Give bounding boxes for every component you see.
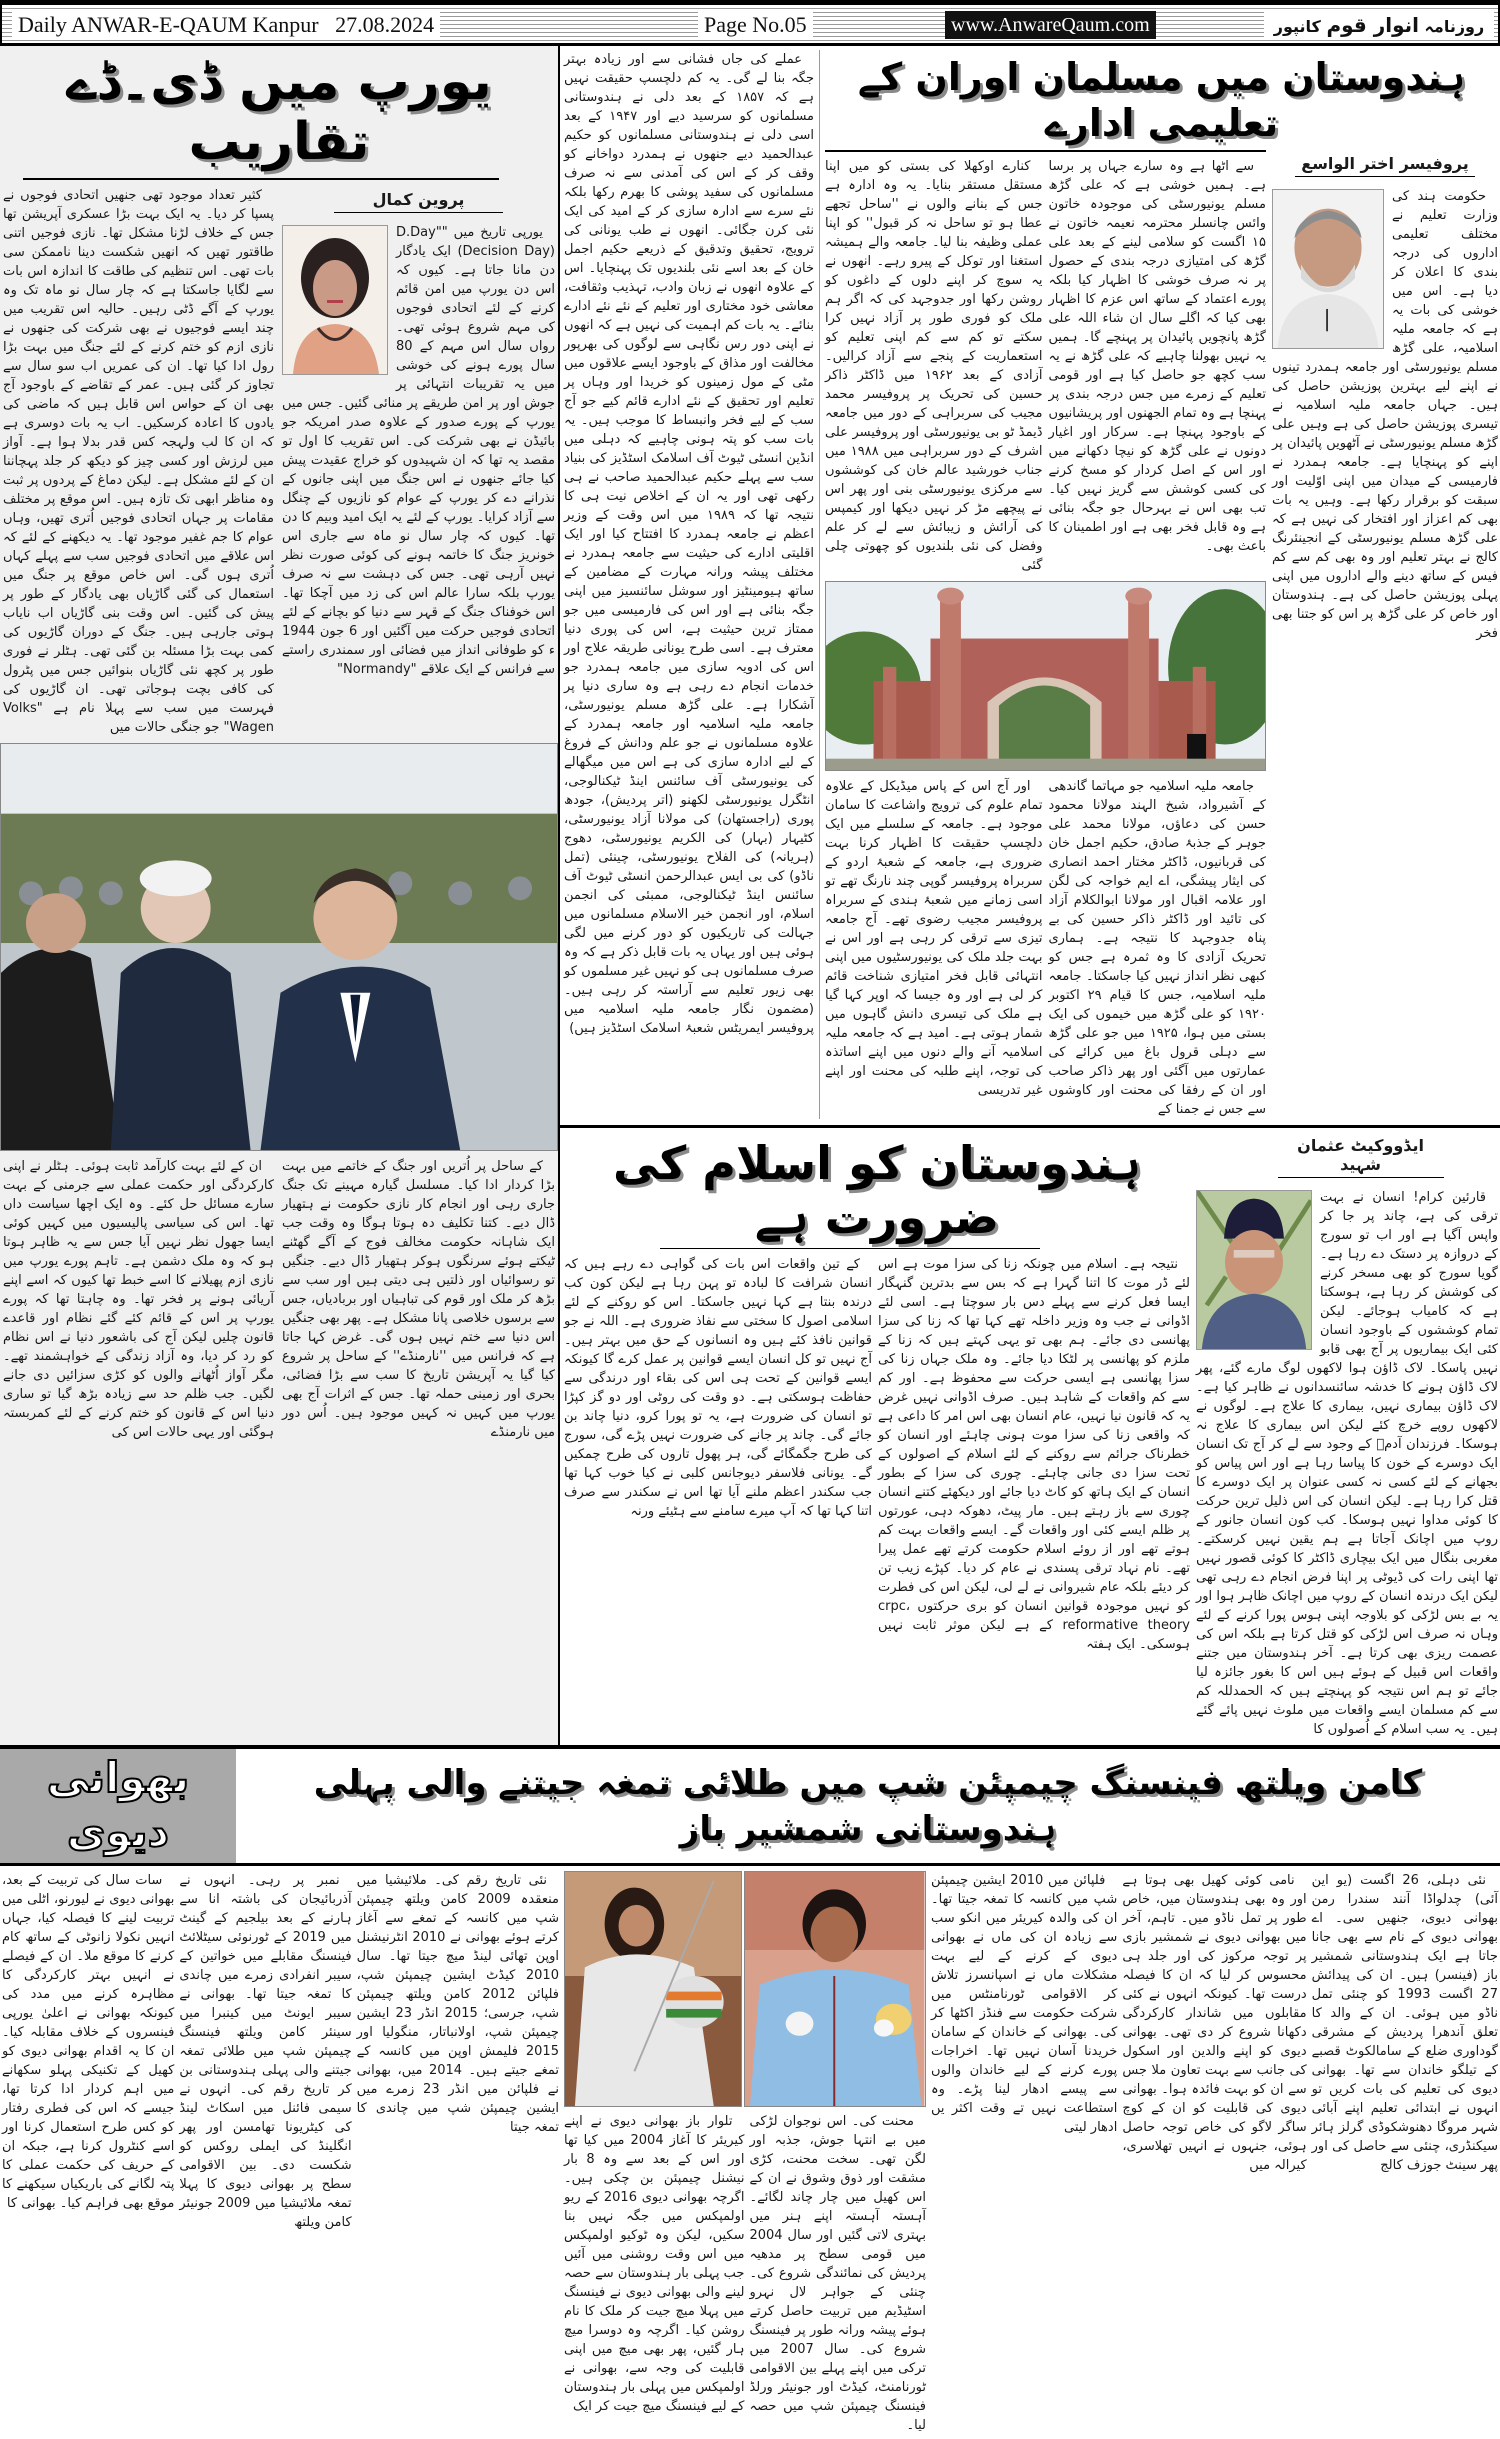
- side-label-line2: دیوی: [66, 1806, 170, 1856]
- islam-col-right: [1196, 1132, 1498, 1739]
- bhavani-text-5: تلوار باز بھوانی دیوی نے اپنے کیریئر کا آغاز 2004 میں کیا تھا اور اس کے بعد سے وہ 8 بار نیشنل چیمپئن بن چکی ہیں۔ اگرچہ بھوانی دیوی 2016 کے ریو اولمپکس میں جگہ نہیں بنا سکیں، لیکن وہ ٹوکیو اولمپکس میں اس وقت روشنی میں آئیں جب پہلی بار ہندوستان سے حصہ لینے والی بھوانی دیوی نے فینسنگ میں پہلا میچ جیت کر ملک کا نام روشن کیا۔ اگرچہ وہ دوسرا میچ ہار گئیں، پھر بھی میچ میں اپنی قابلیت کی وجہ سے، بھوانی نے اولمپکس میں پہلی بار ہندوستان کے لیے فینسنگ میچ جیت کر ایک: [563, 2113, 745, 2414]
- paper-name-en: [12, 11, 440, 39]
- islam-text-mid: نتیجہ ہے۔ اسلام میں چونکہ زنا کی سزا موت ہے اس لئے ڈر موت کا اتنا گہرا ہے کہ بس سے بدترین گنہگار ایسا فعل کرنے سے پہلے دس بار سوچتا ہے۔ اسی لئے اڈوانی نے جب وہ وزیر داخلہ تھے کہا تھا کہ زنا کی سزا پھانسی دی جائے۔ ہم بھی تو یہی کہتے ہیں کہ زنا کے ملزم کو پھانسی پر لٹکا دیا جائے۔ وہ ملک جہاں زنا کی سزا پھانسی ہے ایسی حرکت سے محفوظ ہے۔ اور کم سے کم واقعات کے شاہد ہیں۔ صرف اڈوانی نہیں غرض یہ کہ قانون نیا نہیں، عام انسان بھی اس امر کا داعی ہے کہ واقعی زنا کی سزا موت ہونی چاہئے اور انسان کو خطرناک جرائم سے روکنے کے لئے اسلام کے اصولوں کے تحت سزا دی جانی چاہئے۔ چوری کی سزا کے بطور انسان کے ایک ہاتھ کو کاٹ دیا جائے اور دیکھئے کتنے انسان چوری سے باز رہتے ہیں۔ مار پیٹ، دھوکہ دہی، عورتوں پر ظلم ایسے کئی اور واقعات گے۔ ایسے واقعات بہت کم ہوتے تھے اور از روئے اسلام حکومت کرتے تھے عمل پیرا تھے۔ نام نہاد ترقی پسندی نے عام کر دیا۔ کپڑے زیب تن کر دیئے بلکہ عام شیروانی نے لے لی، لیکن اس کی فطرت کو نہیں موجودہ قوانین انسان کو بری حرکتوں crpc، reformative theory کے ہے لیکن موثر ثابت نہیں ہوسکی۔ ایک ہفتہ: [878, 1257, 1190, 1652]
- bhavani-text-3: فلپائن میں 2010 ایشین چیمپئن شپ میں کانسہ کا تمغہ جیتا تھا۔ ان کی والدہ کیریئر میں انکو سب سے زیادہ ان کی ماں نے بھوانی دیوی کے کرنے کے لیے بہت مشکلات ماں نے اسپانسرز تلاش کر الاقوامی ٹورنامنٹس میں شرکت حکومت سے فنڈز اکٹھا کر کی۔ بھوانی کے خاندان کے سامان خریدنا آسان نہیں تھا۔ اخراجات پورے کرنے کے لیے خاندان والوں سے پیسے ادھار لینا پڑے۔ وہ استطاعت نہیں تے وقت اکثر یں ادھار لیتی: [930, 1872, 1118, 2135]
- issue-date: 27.08.2024: [335, 12, 435, 37]
- author-photo-parveen-kamal: [282, 225, 388, 375]
- institutions-article: [560, 46, 1500, 1125]
- paper-title-urdu: انوار قوم: [1326, 13, 1419, 37]
- institutions-headline: [825, 50, 1498, 150]
- dday-headline: [3, 46, 555, 178]
- institutions-text-3: کنارے اوکھلا کی بستی کو میں اپنا مستقل مستقر بنایا۔ یہ وہ ادارہ ہے جس کے بنانے والوں نے ''ساحل تجھے عطا ہو تو ساحل نہ کر قبول'' کو اپنا عملی وظیفہ بنا لیا۔ جامعہ والے ہمیشہ استغنا اور توکل کے پیرو رہے۔ انھوں نے یہ سوچ کر اپنے دلوں کے داغوں کو روشن رکھا اور جدوجہد کی کہ اگر ہم ملک کو فوری طور پر آزاد نہیں کرا سکتے تو کم سے کم اپنی تعلیم کو استعماریت کے پنجے سے آزاد کرالیں۔ آزادی کے بعد ۱۹۶۲ میں ڈاکٹر ذاکر حسین کی تحریک پر پروفیسر محمد مجیب کی سربراہی کے دور میں جامعہ ڈیمڈ ٹو بی یونیورسٹی اور پروفیسر علی اشرف کے دور سربراہی میں ۱۹۸۸ میں جناب خورشید عالم خان کی کوششوں سے مرکزی یونیورسٹی بنی اور پھر اس نے پیچھے مڑ کر نہیں دیکھا اور کیمپس کی آرائش و زیبائش سے لے کر علم وفضل کی نئی بلندیوں کو چھوتی چلی گئی: [825, 158, 1043, 573]
- islam-col-mid: [878, 1255, 1190, 1654]
- author-photo-akhtarul-wasey: [1272, 189, 1384, 349]
- paper-name-ur: [1264, 11, 1494, 39]
- islam-text-left: کے تین واقعات اس بات کی گواہی دے رہے ہیں کہ انسان شرافت کا لبادہ تو پہن رہا ہے لیکن کون کب درندہ بنتا ہے کہا نہیں جاسکتا۔ اس کو روکنے کے لئے اسلامی اصول کا سختی سے نفاذ ضروری ہے۔ اللہ نے جو قوانین نافذ کئے ہیں وہ انسانوں کے حق میں بہتر ہیں۔ آج نہیں تو کل انسان ایسے قوانین پر عمل کرے گا کیونکہ ایسے قوانین کے تحت ہی اس کی بقاء اور درندگی سے حفاظت ہوسکتی ہے۔ دو وقت کی روٹی اور دو گز کپڑا تو انسان کی ضرورت ہے، یہ تو پورا کرو، دنیا چاند بن جائے گی۔ چاند پر جانے کی ضرورت نہیں پڑے گی، سورج کی طرح جگمگائے گی، ہر پھول تاروں کی طرح چمکیں گے۔ یونانی فلاسفر دیوجانس کلبی نے کیا خوب کہا تھا جب سکندر اعظم ملنے آیا تھا اس نے سکندر سے صرف اتنا کہا تھا کہ آپ میرے سامنے سے ہٹیئے ورنہ: [564, 1257, 872, 1519]
- headline-rule: [825, 150, 1266, 152]
- institutions-col-main: [1272, 150, 1498, 1119]
- right-panel: [560, 46, 1500, 1745]
- islam-headline-text: ہندوستان کو اسلام کی ضرورت ہے: [612, 1135, 1141, 1244]
- institutions-right-block: [825, 50, 1498, 1119]
- paper-prefix: روزنامہ: [1424, 17, 1485, 36]
- page-number: Page No.05: [698, 11, 813, 39]
- institutions-text-2: سے اٹھا ہے وہ سارے جہاں پر برسا ہے۔ ہمیں خوشی ہے کہ علی گڑھ مسلم یونیورسٹی کی موجودہ خاتون وائس چانسلر محترمہ نعیمہ خاتون نے ۱۵ اگست کو سلامی لینے کے بعد علی گڑھ کی امتیازی درجہ بندی کے حصول پر نہ صرف خوشی کا اظہار کیا بلکہ پورے اعتماد کے ساتھ اس عزم کا اظہار بھی کیا کہ اگلے سال ان شاء اللہ علی گڑھ پانچویں پائیدان پر پہنچے گا۔ ہمیں یہ نہیں بھولنا چاہیے کہ علی گڑھ نے یہ سب کچھ جو حاصل کیا ہے اور قومی تعلیم کے زمرے میں جس درجہ بندی پر پہنچا ہے وہ تمام الجھنوں اور پریشانیوں کے باوجود پہنچا ہے۔ سرکار اور اغیار دونوں نے علی گڑھ کو نیچا دکھانے میں اور اس کے اصل کردار کو مسخ کرنے کی کسی کوشش سے گریز نہیں کیا۔ تب بھی اس نے بہرحال جو جگہ بنائی ہے وہ قابل فخر بھی ہے اور اطمینان کا باعث بھی۔: [1048, 158, 1266, 554]
- dday-col-left-top: [3, 186, 274, 737]
- bhavani-col-4: [749, 2112, 926, 2435]
- bhavani-headline: [236, 1749, 1500, 1863]
- institutions-text-mid: عملے کی جاں فشانی سے اور زیادہ بہتر جگہ بنا لے گی۔ یہ کم دلچسپ حقیقت نہیں ہے کہ ۱۸۵۷ کے بعد دلی نے ہندوستانی مسلمانوں کو سرسید دیے اور ۱۹۴۷ کے بعد اسی دلی نے ہندوستانی مسلمانوں کو حکیم عبدالحمید دیے جنھوں نے ہمدرد دواخانے کو وقف کر کے اس کی آمدنی سے نہ صرف مسلمانوں کی سفید پوشی کا بھرم رکھا بلکہ نئے سرے سے ادارہ سازی کر کے امید کی ایک نئی کرن جگائی۔ انھوں نے طب یونانی کی ترویج، تحقیق وتدقیق کے ذریعے حکیم اجمل خان کے بعد اسے نئی بلندیوں تک پہنچایا۔ اس کے علاوہ انھوں نے زبان وادب، تہذیب وثقافت، معاشی خود مختاری اور تعلیم کے نئے نئے ادارے بنائے۔ یہ بات کم اہمیت کی نہیں ہے کہ انھوں نے اپنی دور رس نگاہی سے لوگوں کی بھرپور مخالفت اور مذاق کے باوجود ایسے علاقوں میں مٹی کے مول زمینوں کو خریدا اور وہاں پر تعلیم اور تحقیق کے نئے ادارے قائم کیے جو آج سب کے لیے فخر وانبساط کا موجب ہیں۔ یہ بات سب کو پتہ ہونی چاہیے کہ دہلی میں انڈین انسٹی ٹیوٹ آف اسلامک اسٹڈیز کی بنیاد سب سے پہلے حکیم عبدالحمید صاحب نے ہی رکھی تھی اور یہ ان کے اخلاص نیت ہی کا نتیجہ تھا کہ ۱۹۸۹ میں اس وقت کے وزیر اعظم نے جامعہ ہمدرد کا افتتاح کیا اور ایک اقلیتی ادارے کی حیثیت سے جامعہ ہمدرد نے مختلف پیشہ ورانہ مہارت کے مضامین کے ساتھ ہیومینٹیز اور سوشل سائنسیز میں اپنی جگہ بنائی ہے اور اس کی فارمیسی میں جو ممتاز ترین حیثیت ہے، اس کی پوری دنیا معترف ہے۔ اسی طرح یونانی طریقہ علاج اور اس کی ادویہ سازی میں جامعہ ہمدرد جو خدمات انجام دے رہی ہے وہ ساری دنیا پر آشکارا ہے۔ علی گڑھ مسلم یونیورسٹی، جامعہ ملیہ اسلامیہ اور جامعہ ہمدرد کے علاوہ مسلمانوں نے جو علم ودانش کے فروغ کے لیے ادارہ سازی کی ہے اس میں میگھالے کی یونیورسٹی آف سائنس اینڈ ٹیکنالوجی، انٹگرل یونیورسٹی لکھنو (اتر پردیش)، جودھ پوری (راجستھان) کی مولانا آزاد یونیورسٹی، کٹیہار (بہار) کی الکریم یونیورسٹی، دھوج (ہریانہ) کی الفلاح یونیورسٹی، چینئی (تمل ناڈو) کی بی ایس عبدالرحمن انسٹی ٹیوٹ آف سائنس اینڈ ٹیکنالوجی، ممبئی کی انجمن اسلام، اور انجمن خیر الاسلام مسلمانوں میں جہالت کی تاریکیوں کو دور کرنے میں لگی ہوئی ہیں اور یہاں یہ بات قابل ذکر ہے کہ وہ صرف مسلمانوں ہی کو نہیں غیر مسلموں کو بھی زیور تعلیم سے آراستہ کر رہی ہیں۔ (مضمون نگار جامعہ ملیہ اسلامیہ میں پروفیسر ایمریٹس شعبۂ اسلامک اسٹڈیز ہیں): [564, 52, 815, 1036]
- dday-byline: پروین کمال: [334, 190, 503, 213]
- masthead: [0, 0, 1500, 46]
- bhavani-photos: [564, 1871, 926, 2107]
- bhavani-col-8: [2, 1871, 174, 2435]
- institutions-headline-text: ہندوستان میں مسلمان اوران کے تعلیمی ادارے: [857, 55, 1466, 145]
- institutions-top-columns: [825, 157, 1266, 575]
- bhavani-text-6: نئی تاریخ رقم کی۔ ملائیشیا میں منعقدہ 2009 کامن ویلتھ چیمپئن شپ میں کانسہ کے تمغے سے آغاز کرتے ہوئے بھوانی نے 2010 انٹرنیشنل اوپن تھائی لینڈ میچ جیتا تھا۔ سال 2010 کیڈٹ ایشین چیمپئن شپ، فلپائن 2012 کامن ویلتھ چیمپئن شپ، جرسی؛ 2015 انڈر 23 ایشین چیمپئن شپ، اولانباتار، منگولیا اور 2015 فلیمش اوپن میں کانسہ کے تمغے جیتے ہیں۔ 2014 میں، بھوانی نے فلپائن میں انڈر 23 زمرے میں ایشین چیمپئن شپ میں چاندی کا تمغہ جیتا: [356, 1872, 559, 2135]
- photo-dday-leaders: [0, 743, 558, 1151]
- bhavani-col-1: [1312, 1871, 1498, 2435]
- bhavani-text-7: نمبر پر رہی۔ انہوں نے آذربائیجان کی باشتہ انا سے ہارنے کے بعد بیلجیم کے گینٹ میں 2019 کے ٹورنوئی سیٹلائٹ فینسنگ مقابلے میں خواتین کے سیبر انفرادی زمرے میں چاندی کا تمغہ جیتا تھا۔ بھوانی نے سیبر ایونٹ میں کینبرا میں سینئر کامن ویلتھ فینسنگ چیمپئن شپ میں طلائی تمغہ جیتنے والی پہلی ہندوستانی بن کر تاریخ رقم کی۔ انہوں نے سیمی فائنل میں اسکاٹ لینڈ کی کیٹریونا تھامسن اور پھر انگلینڈ کی ایملی روکس کو شکست دی۔ بین الاقوامی سطح پر بھوانی دیوی کا پہلا تمغہ ملائیشیا میں 2009 جونیئر کامن ویلتھ: [179, 1872, 352, 2230]
- institutions-text-under-right: جامعہ ملیہ اسلامیہ جو مہاتما گاندھی کے آشیرواد، شیخ الہند مولانا محمود حسن کی دعاؤں، مولانا محمد علی جوہر کے جذبۂ صادق، حکیم اجمل خان کی قربانیوں، ڈاکٹر مختار احمد انصاری کی ایثار پیشگی، اے ایم خواجہ کی لگن اور علامہ اقبال اور مولانا ابوالکلام آزاد کی تائید اور ڈاکٹر ذاکر حسین کی بے پناہ جدوجہد کا نتیجہ ہے۔ ہماری تحریک آزادی کا وہ ثمرہ ہے جس کو کبھی نظر انداز نہیں کیا جاسکتا۔ جامعہ ملیہ اسلامیہ، جس کا قیام ۲۹ اکتوبر ۱۹۲۰ کو علی گڑھ میں خیموں کی ایک بستی میں ہوا، ۱۹۲۵ میں جو علی گڑھ سے دہلی قرول باغ میں کرائے کی عمارتوں میں آگئی اور پھر ذاکر صاحب اور ان کے رفقا کی محنت اور کاوشوں سے جس نے جمنا کے: [1048, 778, 1266, 1117]
- dday-text-1: یورپی تاریخ میں "D.Day" (Decision Day) ایک یادگار دن مانا جاتا ہے۔ کیوں کہ اس دن یورپ میں امن قائم کرنے کے لئے اتحادی فوجوں کی مہم شروع ہوئی تھی۔ رواں سال اس مہم کے 80 سال پورے ہونے کی خوشی میں یہ تقریبات انتہائی پر جوش اور پر امن طریقے پر منائی گئیں۔ جس میں یورپ کے پورے صدور کے علاوہ صدر امریکہ جو بائیڈن نے بھی شرکت کی۔ اس تقریب کا اول تو مقصد یہ تھا کہ ان شہیدوں کو خراج عقیدت پیش کیا جائے جنھوں نے اس جنگ میں اپنی جانوں کے نذرانے دے کر یورپ کے عوام کو نازیوں کے چنگل سے آزاد کرایا۔ یورپ کے لئے یہ ایک امید وبیم کا دن تھا۔ کیوں کہ چار سال نو ماہ سے جاری اس خونریز جنگ کا خاتمہ ہونے کی کوئی صورت نظر نہیں آرہی تھی۔ جس کی دہشت سے نہ صرف یورپ بلکہ سارا عالم اس کی زد میں آچکا تھا۔ اس خوفناک جنگ کے قہر سے دنیا کو بچانے کے لئے اتحادی فوجیں حرکت میں آگئیں اور 6 جون 1944 ء کو طوفانی انداز میں فضائی اور سمندری راستے سے فرانس کے ایک علاقے "Normandy": [282, 225, 555, 677]
- bhavani-body: [0, 1866, 1500, 2439]
- bhavani-text-1: نئی دہلی، 26 اگست (یو این آئی) چدلواڈا آنند سندرا رمن بھوانی دیوی، جنھیں سی۔ اے بھوانی دیوی کے نام سے بھی جانا جاتا ہے ایک ہندوستانی شمشیر باز (فینسر) ہیں۔ ان کی پیدائش 27 اگست 1993 کو چنئی تمل ناڈو میں ہوئی۔ ان کے والد کا تعلق آندھرا پردیش کے مشرقی گوداوری ضلع کے سامالکوٹ قصبے کے تیلگو خاندان سے تھا۔ بھوانی دیوی کی تعلیم کی بات کریں تو انہوں نے ابتدائی تعلیم اپنے آبائی شہر مروگا دھنوشکوڈی گرلز ہائر سیکنڈری، چنئی سے حاصل کی اور پھر سینٹ جوزف کالج: [1311, 1872, 1498, 2173]
- photo-bhavani-medal: [744, 1871, 926, 2107]
- institutions-col-under-left: [825, 777, 1043, 1119]
- islam-headline: [564, 1132, 1190, 1248]
- islam-columns: [564, 1255, 1190, 1654]
- institutions-under-columns: [825, 777, 1266, 1119]
- column-divider: [819, 50, 820, 1119]
- institutions-col-3: [825, 157, 1043, 575]
- upper-section: [0, 46, 1500, 1745]
- bhavani-col-6: [357, 1871, 559, 2435]
- islam-left-block: [564, 1132, 1190, 1739]
- side-label-line1: بھوانی: [46, 1752, 190, 1802]
- bhavani-header: [0, 1749, 1500, 1863]
- institutions-left-block: [825, 150, 1266, 1119]
- bhavani-headline-text: کامن ویلتھ فینسنگ چیمپئن شپ میں طلائی تمغہ جیتنے والی پہلی ہندوستانی شمشیر باز: [313, 1762, 1423, 1849]
- institutions-col-mid: [564, 50, 814, 1119]
- bhavani-text-4: محنت کی۔ اس نوجوان لڑکی میں بے انتہا جوش، جذبہ اور لگن تھی۔ سخت محنت، کڑی مشقت اور ذوق وشوق نے ان کے اس کھیل میں چار چاند لگائے۔ آہستہ آہستہ اپنے ہنر میں بہتری لاتی گئیں اور سال 2004 میں قومی سطح پر مدھیہ پردیش کی نمائندگی شروع کی۔ چنئی کے جواہر لال نہرو اسٹیڈیم میں تربیت حاصل کرتے ہوئے پیشہ ورانہ طور پر فینسنگ شروع کی۔ سال 2007 میں ترکی میں اپنے پہلے بین الاقوامی ٹورنامنٹ، کیڈٹ اور جونیئر ورلڈ فینسنگ چیمپئن شپ میں حصہ لیا۔: [749, 2113, 926, 2433]
- islam-article: [560, 1128, 1500, 1745]
- paper-name-text: Daily ANWAR-E-QAUM Kanpur: [18, 12, 319, 37]
- bhavani-col-3: [931, 1871, 1117, 2435]
- bhavani-text-8: سات سال کی تربیت کے بعد، بھوانی دیوی نے لیورنو، اٹلی میں تربیت لینے کا فیصلہ کیا، جہاں انہیں نکولا زانوٹی کے ساتھ کام کرنے کا موقع ملا۔ ان کے فیصلے نے انہیں بہتر کارکردگی کا مظاہرہ کرنے میں مدد کی کیونکہ بھوانی نے اعلیٰ یورپی فینسروں کے خلاف مقابلہ کیا۔ ان کا یہ اقدام بھوانی دیوی کو کھیل کے تکنیکی پہلو سکھانے میں اہم کردار ادا کرتا تھا، جیسے کہ اس کی فطری رفتار کو کس طرح استعمال کرنا اور اسے کنٹرول کرنا ہے، جبکہ ان کے حریف کی حکمت عملی کا پتہ لگانے کی باریکیاں سیکھنے کا موقع بھی فراہم کیا۔ بھوانی کا: [2, 1872, 175, 2211]
- islam-text-right: قارئین کرام! انسان نے بہت ترقی کی ہے، چاند پر جا کر واپس آگیا ہے اور اب تو سورج کے دروازہ پر دستک دے رہا ہے۔ گویا سورج کو بھی مسخر کرنے کی کوشش کر رہا ہے، ہوسکتا ہے کہ کامیاب ہوجائے۔ لیکن تمام کوششوں کے باوجود انسان کئی ایک بیماریوں پر آج بھی قابو نہیں پاسکا۔ لاک ڈاؤن ہوا لاکھوں لوگ مارے گئے، پھر لاک ڈاؤن ہونے کا خدشہ سائنسدانوں نے ظاہر کیا ہے۔ لاک ڈاؤن بیماری نہیں، بیماری کا علاج ہے۔ لوگوں نے لاکھوں روپے خرچ کئے لیکن اس بیماری کا علاج نہ ہوسکا۔ فرزندان آدمؑ کے وجود سے لے کر آج تک انسان ایک دوسرے کے خون کا پیاسا رہا ہے اور اس پیاس کو بجھانے کے لئے کسی نہ کسی عنوان پر ایک دوسرے کا قتل کرا رہا ہے۔ لیکن انسان کی اس ذلیل ترین حرکت کا کوئی مداوا نہیں ہوسکا۔ کب کون انسان جانور کے روپ میں اچانک آجاتا ہے ہم یقین نہیں کرسکتے۔ مغربی بنگال میں ایک بیچاری ڈاکٹر کا کوئی قصور نہیں تھا اپنی رات کی ڈیوٹی پر اپنا فرض انجام دے رہی تھی لیکن ایک درندہ انسان کے روپ میں اچانک ظاہر ہوا اور یہ بے بس لڑکی کو بلاوجہ اپنی ہوس پورا کرنے کے لئے وہاں نہ صرف اس لڑکی کو قتل کرتا ہے بلکہ اس کی عصمت ریزی بھی کرتا ہے۔ آخر ہندوستان میں جتنے واقعات اس قبیل کے ہوئے ہیں اس کا بغور جائزہ لیا جائے تو ہم اس نتیجہ کو پہنچتے ہیں کہ الحمدللہ کم سے کم مسلمان ایسے واقعات میں ملوث نہیں پائے گئے ہیں۔ یہ سب اسلام کے اُصولوں کا: [1196, 1189, 1498, 1737]
- institutions-text-under-left: اور آج اس کے پاس میڈیکل کے علاوہ تمام علوم کی ترویج واشاعت کا سامان موجود ہے۔ جامعہ کے سلسلے میں ایک دلچسپ حقیقت کا اظہار کرنا بہت ضروری ہے، جامعہ کے شعبۂ اردو کے سربراہ پروفیسر گوپی چند نارنگ تھے تو اسی زمانے میں شعبۂ ہندی کے سربراہ پروفیسر مجیب رضوی تھے۔ آج جامعہ تیزی سے ترقی کر رہی ہے اور اس نے بہت جلد ملک کی یونیورسٹیوں میں اپنی انتہائی قابل فخر امتیازی شناخت قائم کر لی ہے اور وہ جیسا کہ اوپر کہا گیا ہے ملک کی تیسری دانش گاہوں میں شمار ہوتی ہے۔ امید ہے کہ جامعہ ملیہ اسلامیہ آنے والے دنوں میں اپنے اساتذہ کی توجہ، اپنے طلبہ کی محنت اور اپنے غیر تدریسی: [825, 778, 1043, 1098]
- bhavani-col-2: [1122, 1871, 1306, 2435]
- institutions-text-main: حکومت ہند کی وزارت تعلیم نے مختلف تعلیمی اداروں کی درجہ بندی کا اعلان کر دیا ہے۔ اس میں خوشی کی بات یہ ہے کہ جامعہ ملیہ اسلامیہ، علی گڑھ مسلم یونیورسٹی اور جامعہ ہمدرد تینوں نے اپنے لیے بہترین پوزیشن حاصل کی ہیں۔ جہاں جامعہ ملیہ اسلامیہ نے تیسری پوزیشن حاصل کی ہے وہیں علی گڑھ مسلم یونیورسٹی نے آٹھویں پائیدان پر اپنے کو پہنچایا ہے۔ جامعہ ہمدرد نے فارمیسی کے میدان میں اپنی اوّلیت اور سبقت کو برقرار رکھا ہے۔ وہیں یہ بات بھی کم اعزاز اور افتخار کی نہیں ہے کہ علی گڑھ مسلم یونیورسٹی کے انجینئرنگ کالج نے بہتر تعلیم اور وہ بھی کم سے کم فیس کے ساتھ دینے والے اداروں میں اپنی پہلی پوزیشن حاصل کی ہے۔ ہندوستان اور خاص کر علی گڑھ پر اس کو جتنا بھی فخر: [1272, 189, 1498, 641]
- dday-col-right-top: [282, 186, 555, 737]
- photo-university-gate: [825, 581, 1266, 771]
- bhavani-col-5: [564, 2112, 745, 2435]
- institutions-body: [825, 150, 1498, 1119]
- paper-city: کانپور: [1273, 17, 1321, 36]
- bhavani-side-label: [0, 1749, 236, 1863]
- headline-rule: [23, 178, 499, 180]
- islam-col-left: [564, 1255, 872, 1654]
- bhavani-col-7: [179, 1871, 351, 2435]
- dday-bottom-columns: [3, 1157, 555, 1442]
- bhavani-photo-block: [564, 1871, 926, 2435]
- dday-text-3: کے ساحل پر اُتریں اور جنگ کے خاتمے میں بہت بڑا کردار ادا کیا۔ مسلسل گیارہ مہینے تک جنگ جاری رہی اور انجام کار نازی حکومت نے ہتھیار ڈال دیے۔ کتنا تکلیف دہ ہوتا ہوگا وہ وقت جب ایک شاہانہ حکومت مخالف فوج کے آگے گھٹنے ٹیکتے ہوئے سرنگوں ہوکر ہتھیار ڈال دیے۔ جنگیں تو رسوائیاں اور ذلتیں ہی دیتی ہیں اور سب سے بڑھ کر ملک اور قوم کی تباہیاں اور بربادیاں، جس سے برسوں خلاصی پانا مشکل ہے۔ پھر بھی جنگیں اس دنیا سے ختم نہیں ہوں گی۔ غرض کہا جاتا ہے کہ فرانس میں ''نارمنڈے'' کے ساحل پر شروع کیا گیا یہ آپریشن تاریخ کا سب سے بڑا فضائی، بحری اور زمینی حملہ تھا۔ جس کے اثرات آج بھی یورپ میں کہیں نہ کہیں موجود ہیں۔ اُس دور میں نارمنڈے: [282, 1159, 555, 1440]
- dday-col-left-bottom: [3, 1157, 274, 1442]
- bhavani-text-2: نامی کوئی کھیل بھی ہوتا ہے اور وہ بھی ہندوستان میں، خاص طور پر تمل ناڈو میں۔ تاہم، آخر میں بھوانی دیوی نے شمشیر بازی پر توجہ مرکوز کی اور جلد ہی محسوس کر لیا کہ ان کا فیصلہ درست تھا۔ کیونکہ انہوں نے کئی مقابلوں میں شاندار کارکردگی دکھانا شروع کر دی تھی۔ بھوانی دیوی کو اپنے والدین اور اسکول کی جانب سے بہت تعاون ملا جس سے ان کو بہت فائدہ ہوا۔ بھوانی دیوی کی قابلیت کو ان کے کوچ ساگر لاگو کی خاص توجہ حاصل ہوئی، جنہوں نے انہیں تھلاسری، کیرالہ میں: [1122, 1872, 1307, 2173]
- dday-top-columns: [3, 186, 555, 737]
- website-link[interactable]: www.AnwareQaum.com: [945, 11, 1156, 39]
- institutions-col-2: [1049, 157, 1267, 575]
- dday-headline-text: یورپ میں ڈی۔ڈے تقاریب: [66, 52, 492, 172]
- islam-byline: ایڈووکیٹ عثمان شہید: [1278, 1136, 1444, 1178]
- institutions-col-under-right: [1049, 777, 1267, 1119]
- photo-bhavani-fencing: [564, 1871, 743, 2107]
- dday-text-4: ان کے لئے بہت کارآمد ثابت ہوئی۔ ہٹلر نے اپنی کارکردگی اور حکمت عملی سے جرمنی کے بہت سارے مسائل حل کئے۔ وہ ایک اچھا سیاست داں تھا۔ اس کی سیاسی پالیسیوں میں کہیں کوئی ایسا جھول نظر نہیں آیا جس سے یہ ظاہر ہوتا ہو کہ وہ ملک دشمن ہے۔ تاہم پورے یورپ میں نازی ازم پھیلانے کا اسے خبط تھا کیوں کہ اسے اپنے آریائی ہونے پر فخر تھا۔ وہ چاہتا تھا کہ پورے یورپ پر اس کے قائم کئے گئے نظام اور قاعدے قانون چلیں لیکن آج کی باشعور دنیا نے اس نظام کو رد کر دیا، وہ آزاد زندگی کے خواہشمند تھے۔ مگر آواز اُٹھانے والوں کو کڑی سزائیں دی جانے لگیں۔ جب ظلم حد سے زیادہ بڑھ گیا تو ساری دنیا اس کے قانون کو ختم کرنے کے لئے کمربستہ ہوگئی اور یہی حالات اس کی: [3, 1159, 274, 1440]
- headline-rule: [660, 1248, 1040, 1250]
- institutions-byline: پروفیسر اختر الواسع: [1295, 154, 1476, 177]
- bhavani-under-photo-columns: [564, 2112, 926, 2435]
- dday-article-panel: [0, 46, 558, 1745]
- dday-text-2: کثیر تعداد موجود تھی جنھیں اتحادی فوجوں نے پسپا کر دیا۔ یہ ایک بہت بڑا عسکری آپریشن تھا جس کے خلاف لڑنا مشکل تھا۔ نازی فوجیں اتنی طاقتور تھیں کہ انھیں شکست دینا ناممکن سی بات تھی۔ اس تنظیم کی طاقت کا اندازہ اس بات سے لگایا جاسکتا ہے کہ چار سال نو ماہ تک وہ یورپ کے آگے ڈٹی رہیں۔ حالیہ اس تقریب میں چند ایسے فوجیوں نے بھی شرکت کی جنھوں نے نازی ازم کو ختم کرنے کے لئے جنگ میں بہت بڑا رول ادا کیا تھا۔ ان کی عمریں اب سو سال سے تجاوز کر گئی ہیں۔ عمر کے تقاضے کے باوجود آج بھی ان کے حواس اس قابل ہیں کہ ماضی کی یادوں کا اعادہ کرسکیں۔ اب یہ بات دوسری ہے کہ ان کا لب ولہجہ کس قدر بدلا ہوا ہے۔ آواز میں لرزش اور کسی چیز کو دیکھ کر جلد پہچاننا ان کے لئے مشکل ہے۔ لیکن دماغ کے پردوں پر ثبت وہ مناظر ابھی تک تازہ ہیں۔ اس موقع پر مختلف مقامات پر جہاں اتحادی فوجیں اُتری تھیں، وہاں عوام کا جم غفیر موجود تھا۔ یہ دیکھنے کے لئے کہ اس علاقے میں اتحادی فوجیں سب سے پہلے کہاں اُتری ہوں گی۔ اس خاص موقع پر جنگ میں استعمال کی گئی گاڑیاں بھی یادگار کے طور پر پیش کی گئیں۔ اس وقت بنی گاڑیاں اب نایاب ہوتی جارہی ہیں۔ جنگ کے دوران گاڑیوں کی کمی بہت بڑا مسئلہ بن گئی تھی۔ ہٹلر نے فوری طور پر کچھ نئی گاڑیاں بنوائیں جس میں پٹرول کی کافی بچت ہوجاتی تھی۔ ان گاڑیوں کی فہرست میں سب سے پہلا نام ہے "Volks Wagen" جو جنگی حالات میں: [3, 188, 274, 735]
- author-photo-usman-shaheed: [1196, 1190, 1312, 1350]
- dday-col-right-bottom: [282, 1157, 555, 1442]
